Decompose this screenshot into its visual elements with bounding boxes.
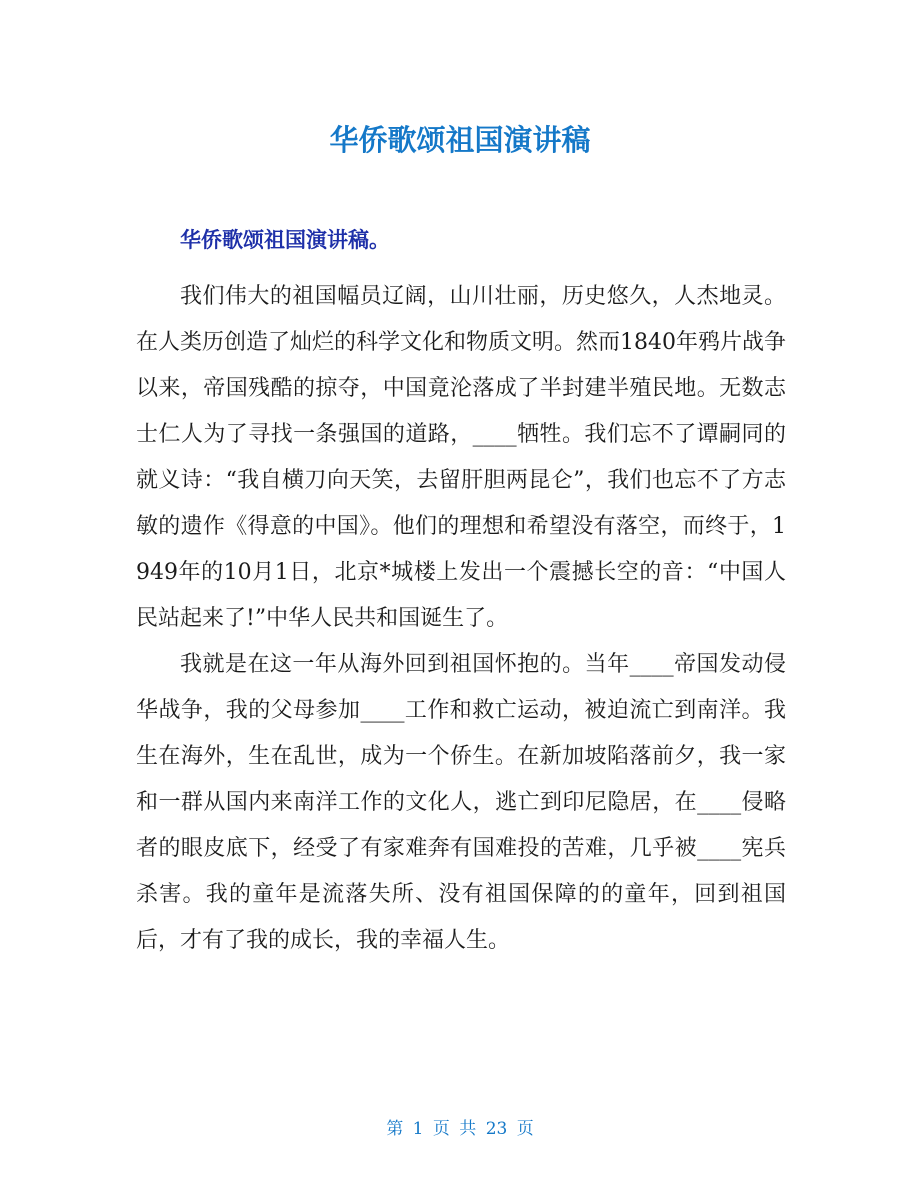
section-heading: 华侨歌颂祖国演讲稿。 (180, 228, 390, 252)
page-number-footer: 第 1 页 共 23 页 (386, 1119, 534, 1139)
paragraph: 我们伟大的祖国幅员辽阔，山川壮丽，历史悠久，人杰地灵。在人类历创造了灿烂的科学文化和物质文明。然而1840年鸦片战争以来，帝国残酷的掠夺，中国竟沦落成了半封建半殖民地。无数志士仁人为了寻找一条强国的道路，____牺牲。我们忘不了谭嗣同的就义诗：“我自横刀向天笑，去留肝胆两昆仑”，我们也忘不了方志敏的遗作《得意的中国》。他们的理想和希望没有落空，而终于，1949年的10月1日，北京*城楼上发出一个震撼长空的音：“中国人民站起来了!”中华人民共和国诞生了。 (136, 284, 786, 631)
document-title: 华侨歌颂祖国演讲稿 (329, 123, 591, 157)
paragraph: 我就是在这一年从海外回到祖国怀抱的。当年____帝国发动侵华战争，我的父母参加____工作和救亡运动，被迫流亡到南洋。我生在海外，生在乱世，成为一个侨生。在新加坡陷落前夕，我一家和一群从国内来南洋工作的文化人，逃亡到印尼隐居，在____侵略者的眼皮底下，经受了有家难奔有国难投的苦难，几乎被____宪兵杀害。我的童年是流落失所、没有祖国保障的的童年，回到祖国后，才有了我的成长，我的幸福人生。 (136, 652, 786, 953)
document-body (136, 274, 786, 964)
